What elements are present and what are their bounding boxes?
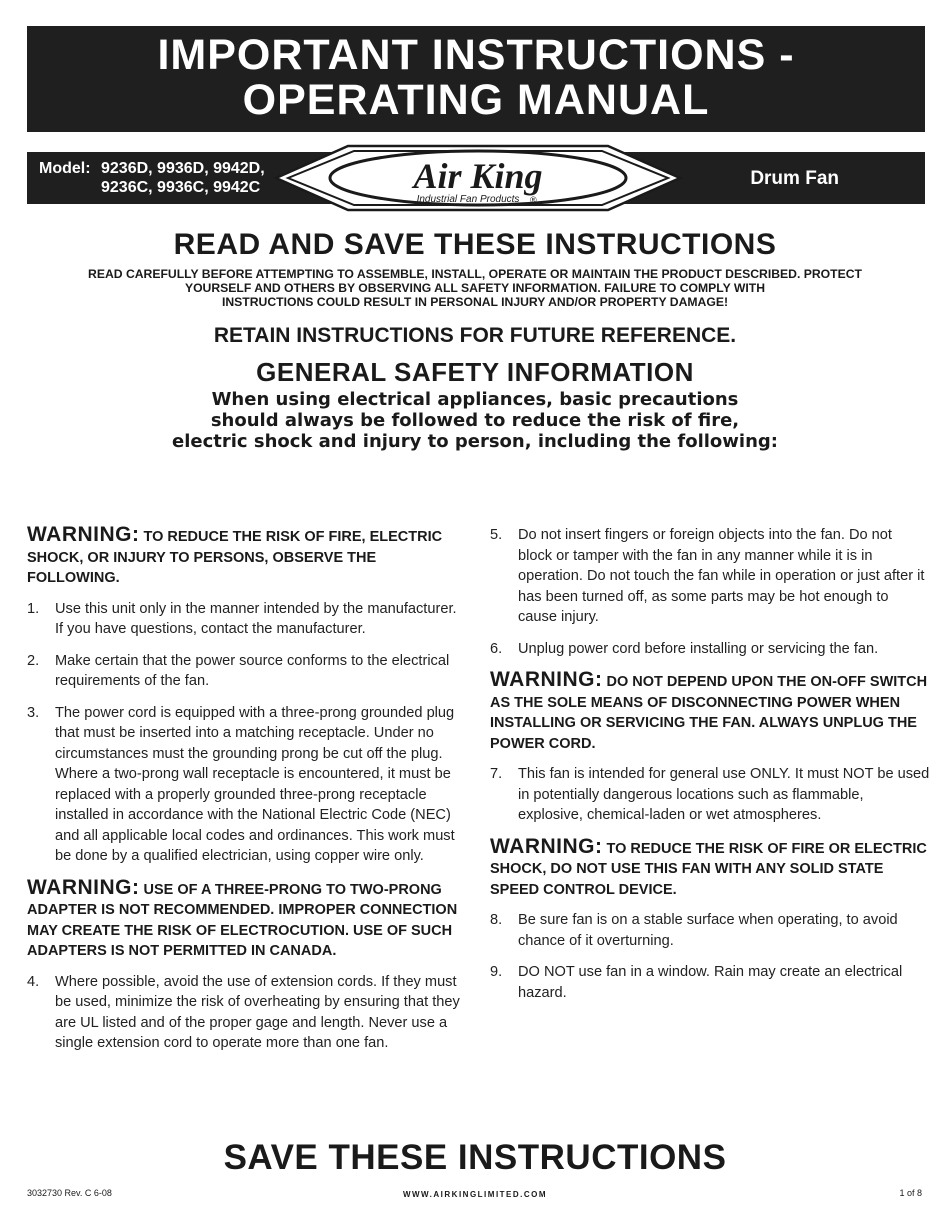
list-item <box>27 651 467 692</box>
warning-block <box>27 525 467 589</box>
safety-heading: GENERAL SAFETY INFORMATION <box>256 357 694 387</box>
logo-graphic <box>268 142 688 214</box>
safety-intro-line-3: electric shock and injury to person, including the following: <box>172 431 778 452</box>
item-text: Use this unit only in the manner intended by the manufacturer. If you have questions, contact the manufacturer. <box>55 600 457 637</box>
read-save-heading: READ AND SAVE THESE INSTRUCTIONS <box>173 228 777 261</box>
list-item <box>490 962 930 1003</box>
doc-revision: 3032730 Rev. C 6-08 <box>27 1188 112 1198</box>
item-number: 7. <box>490 766 503 782</box>
warning-label: WARNING: <box>490 668 603 691</box>
warning-text: USE OF A THREE-PRONG TO TWO-PRONG ADAPTER IS NOT RECOMMENDED. IMPROPER CONNECTION MAY CREATE THE RISK OF ELECTROCUTION. USE OF SUCH ADAPTERS IS NOT PERMITTED IN CANADA. <box>27 881 458 959</box>
notice-line-3: INSTRUCTIONS COULD RESULT IN PERSONAL INJURY AND/OR PROPERTY DAMAGE! <box>221 295 729 309</box>
list-item <box>490 639 930 660</box>
item-number: 1. <box>27 600 40 617</box>
notice-line-1: READ CAREFULLY BEFORE ATTEMPTING TO ASSEMBLE, INSTALL, OPERATE OR MAINTAIN THE PRODUCT DESCRIBED. PROTECT <box>88 267 862 281</box>
notice-line-2: YOURSELF AND OTHERS BY OBSERVING ALL SAFETY INFORMATION. FAILURE TO COMPLY WITH <box>184 281 766 295</box>
safety-intro <box>0 389 950 452</box>
list-item <box>490 764 930 826</box>
warning-label: WARNING: <box>27 523 140 546</box>
warning-text: DO NOT DEPEND UPON THE ON-OFF SWITCH AS THE SOLE MEANS OF DISCONNECTING POWER WHEN INSTALLING OR SERVICING THE FAN. ALWAYS UNPLUG THE POWER CORD. <box>490 674 928 752</box>
models-line-1: 9236D, 9936D, 9942D, <box>101 160 265 177</box>
safety-intro-line-1: When using electrical appliances, basic precautions <box>211 389 739 410</box>
item-text: Where possible, avoid the use of extension cords. If they must be used, minimize the risk of overheating by ensuring that they are UL listed and of the proper gage and length. Never use a single extension cord to operate more than one fan. <box>55 973 460 1051</box>
item-number: 3. <box>27 704 40 721</box>
item-number: 6. <box>490 640 503 657</box>
logo-brand: Air King <box>413 156 543 196</box>
item-text: Make certain that the power source conforms to the electrical requirements of the fan. <box>55 652 450 689</box>
item-number: 5. <box>490 527 503 543</box>
page-number: 1 of 8 <box>899 1188 922 1198</box>
models-line-2: 9236C, 9936C, 9942C <box>101 179 261 196</box>
read-carefully-notice <box>25 267 925 309</box>
left-column <box>27 525 467 1065</box>
list-item <box>490 525 930 628</box>
model-list <box>39 159 265 197</box>
list-item <box>27 703 467 867</box>
warning-label: WARNING: <box>27 875 140 899</box>
product-type: Drum Fan <box>750 168 839 189</box>
item-number: 4. <box>27 973 40 990</box>
title-line-1: IMPORTANT INSTRUCTIONS - <box>157 31 795 79</box>
title-line-2: OPERATING MANUAL <box>242 76 710 124</box>
retain-instructions: RETAIN INSTRUCTIONS FOR FUTURE REFERENCE. <box>213 324 737 347</box>
item-number: 2. <box>27 652 40 669</box>
website-link[interactable]: WWW.AIRKINGLIMITED.COM <box>402 1190 548 1199</box>
list-item <box>27 599 467 640</box>
item-text: DO NOT use fan in a window. Rain may create an electrical hazard. <box>518 964 903 1001</box>
list-item <box>27 972 467 1054</box>
item-text: Unplug power cord before installing or servicing the fan. <box>518 640 879 657</box>
warning-label: WARNING: <box>490 834 603 858</box>
item-text: Be sure fan is on a stable surface when operating, to avoid chance of it overturning. <box>518 912 898 949</box>
list-item <box>490 910 930 951</box>
warning-text: TO REDUCE THE RISK OF FIRE OR ELECTRIC SHOCK, DO NOT USE THIS FAN WITH ANY SOLID STATE SPEED CONTROL DEVICE. <box>490 840 927 898</box>
safety-intro-line-2: should always be followed to reduce the risk of fire, <box>210 410 740 431</box>
item-text: This fan is intended for general use ONLY. It must NOT be used in potentially dangerous locations such as flammable, explosive, chemical-laden or wet atmospheres. <box>518 766 930 823</box>
item-text: The power cord is equipped with a three-prong grounded plug that must be inserted into a matching receptacle. Under no circumstances must the grounding prong be cut off the plug. Where a two-prong wall receptacle is encountered, it must be replaced with a properly grounded three-prong receptacle installed in accordance with the National Electric Code (NEC) and all applicable local codes and ordinances. This work must be done by a qualified electrician, using copper wire only. <box>55 704 455 864</box>
model-label: Model: <box>39 160 91 177</box>
logo-tagline: Industrial Fan Products <box>416 194 520 205</box>
item-text: Do not insert fingers or foreign objects into the fan. Do not block or tamper with the fan in any manner while it is in operation. Do not touch the fan while in operation or just after it has been turned off, as some parts may be hot enough to cause injury. <box>518 527 925 625</box>
warning-block <box>490 834 930 901</box>
air-king-logo <box>268 142 688 214</box>
warning-block <box>490 670 930 754</box>
warning-block <box>27 875 467 962</box>
warning-text: TO REDUCE THE RISK OF FIRE, ELECTRIC SHOCK, OR INJURY TO PERSONS, OBSERVE THE FOLLOWING. <box>27 529 443 586</box>
item-number: 8. <box>490 912 503 928</box>
save-instructions-footer: SAVE THESE INSTRUCTIONS <box>223 1138 727 1177</box>
right-column <box>490 525 930 1014</box>
logo-registered: ® <box>530 195 537 205</box>
item-number: 9. <box>490 964 503 980</box>
title-banner <box>27 26 925 132</box>
